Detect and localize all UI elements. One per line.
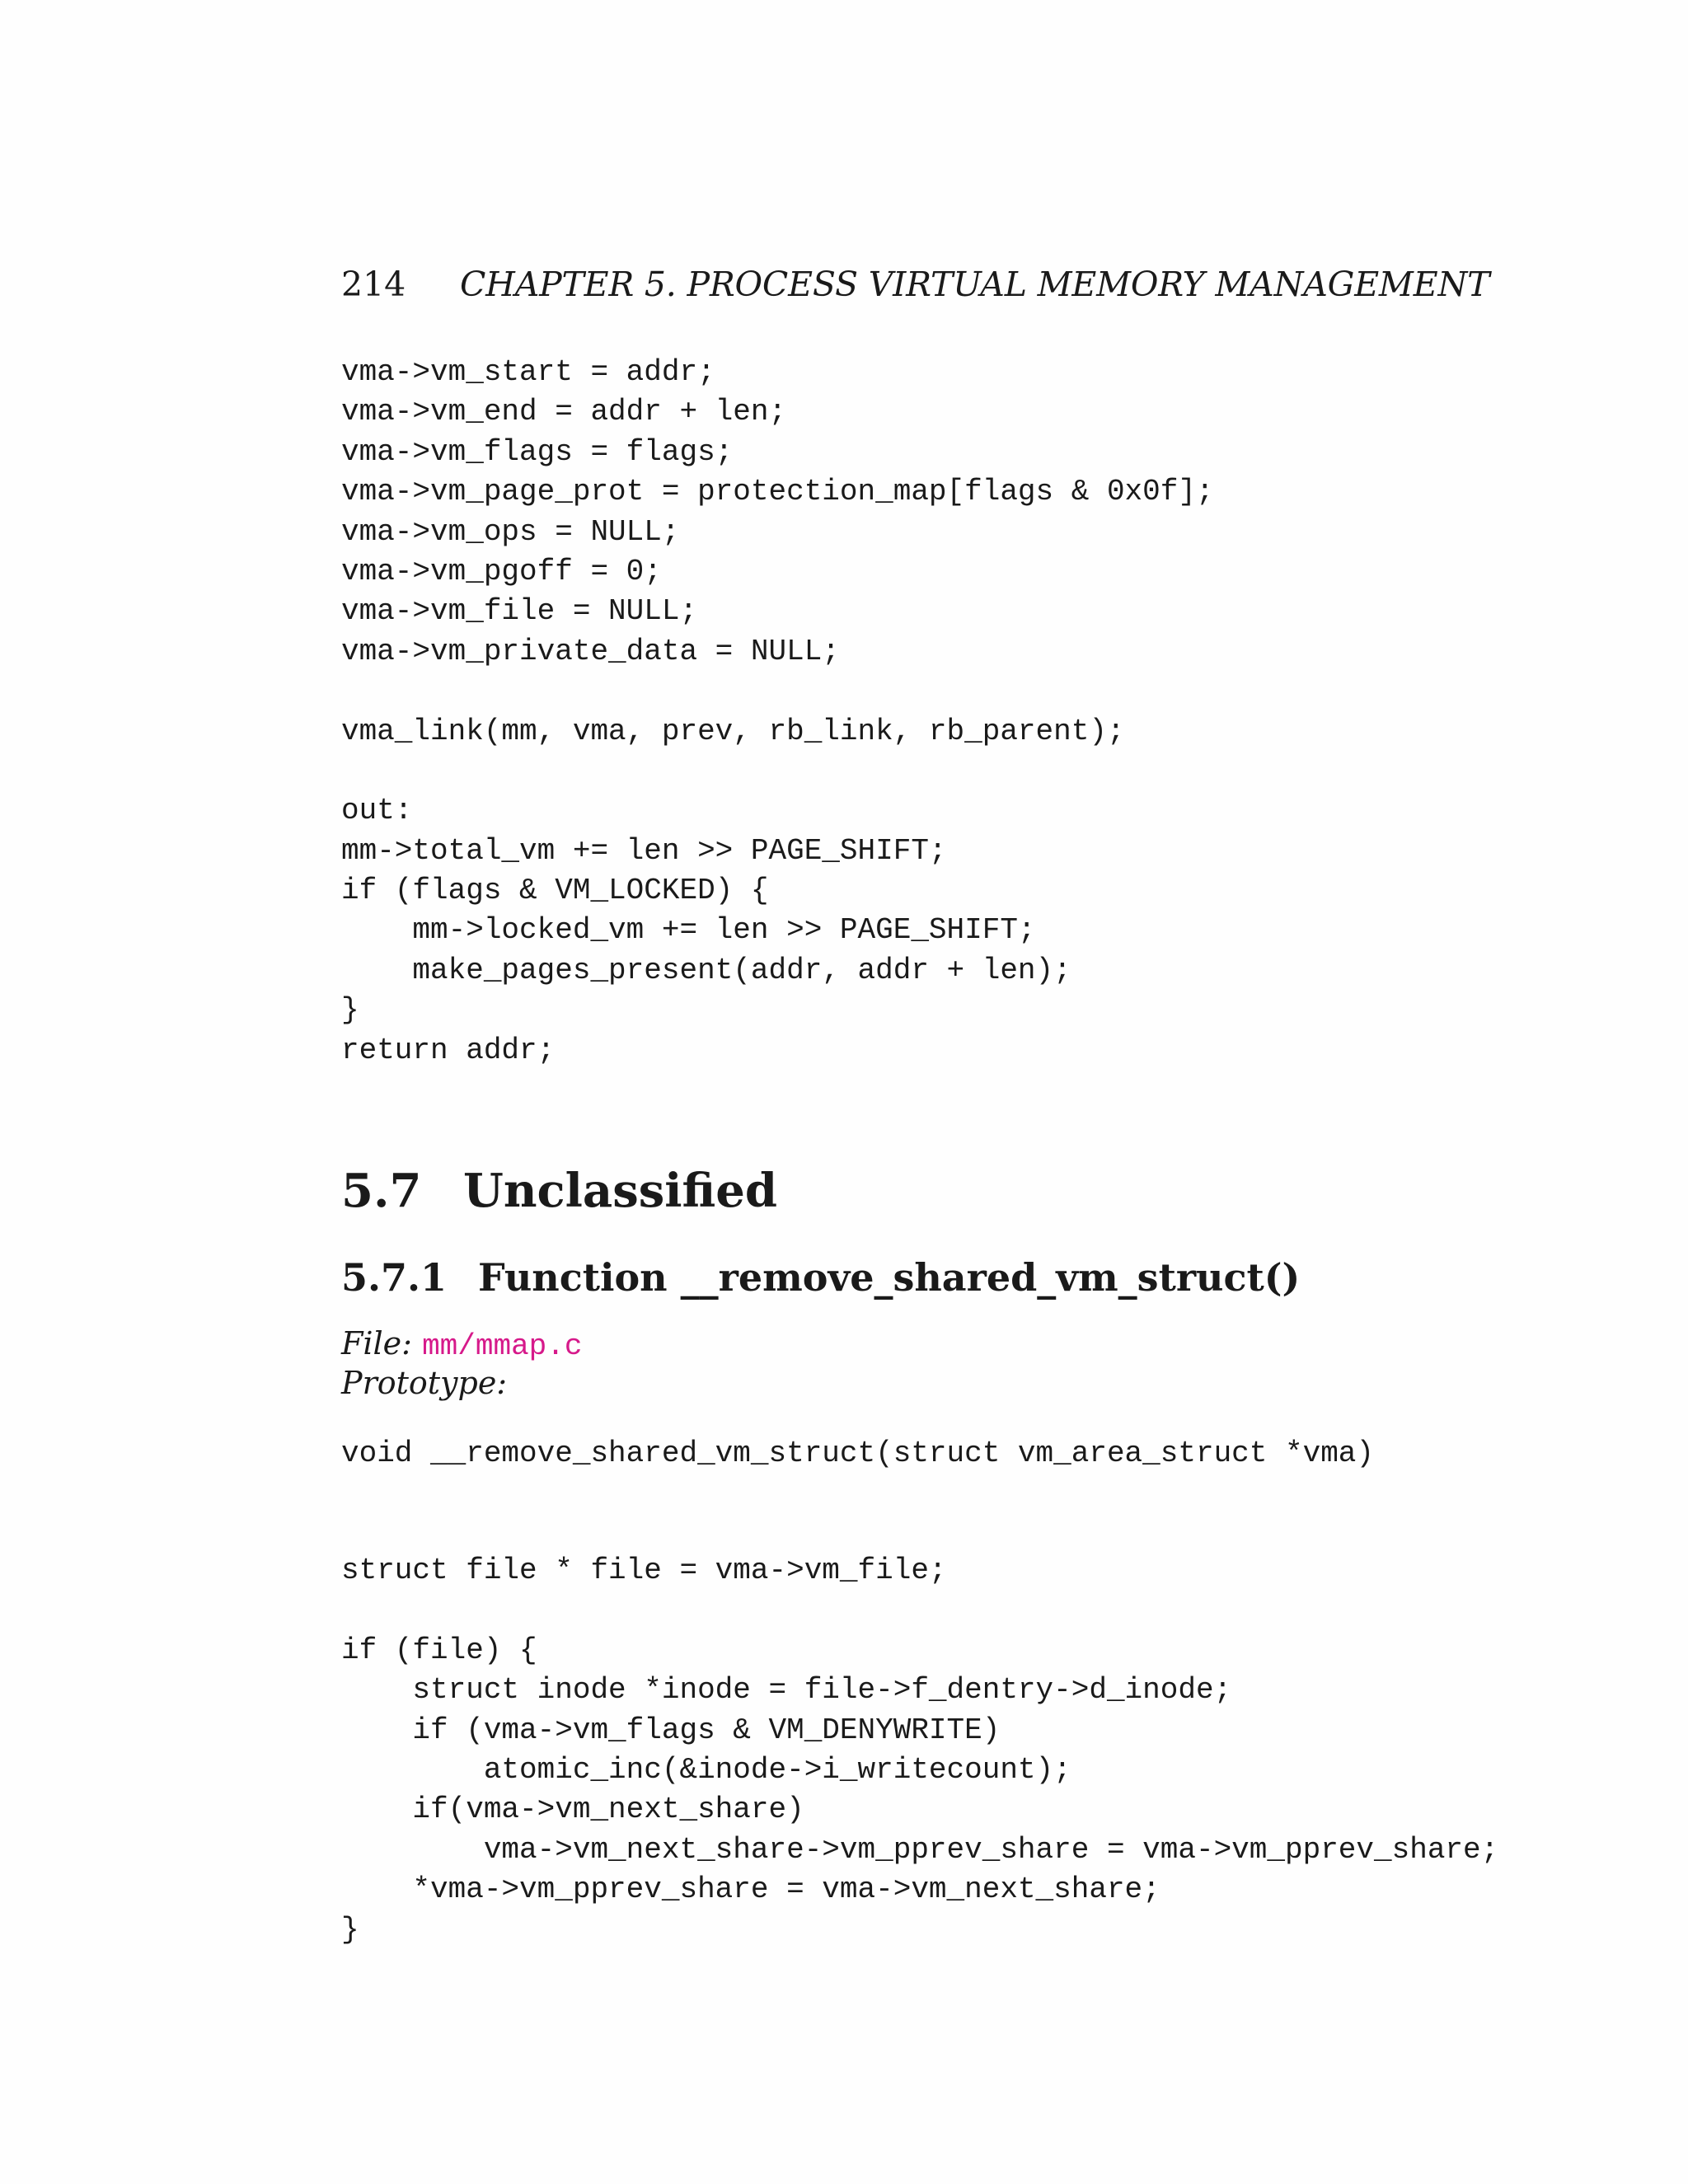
code-line: atomic_inc(&inode->i_writecount);	[341, 1752, 1071, 1787]
subsection-title: Function __remove_shared_vm_struct()	[478, 1255, 1301, 1300]
code-line: mm->locked_vm += len >> PAGE_SHIFT;	[341, 913, 1036, 948]
subsection-number: 5.7.1	[341, 1255, 448, 1300]
code-line: if(vma->vm_next_share)	[341, 1793, 804, 1827]
code-line: struct file * file = vma->vm_file;	[341, 1554, 947, 1587]
prototype-label: Prototype:	[341, 1365, 508, 1401]
code-block-vma-setup	[341, 353, 1214, 1071]
code-line: vma->vm_next_share->vm_pprev_share = vma->vm_pprev_share;	[341, 1832, 1499, 1867]
code-line: vma->vm_file = NULL;	[341, 594, 698, 629]
file-label: File:	[341, 1325, 412, 1361]
code-line: vma->vm_start = addr;	[341, 355, 715, 389]
code-line: }	[341, 1912, 359, 1947]
code-line: mm->total_vm += len >> PAGE_SHIFT;	[341, 833, 947, 868]
code-line: if (file) {	[341, 1633, 537, 1667]
code-line: vma->vm_private_data = NULL;	[341, 634, 840, 668]
code-line: vma->vm_pgoff = 0;	[341, 554, 662, 588]
code-line: vma->vm_end = addr + len;	[341, 395, 787, 429]
code-line: struct inode *inode = file->f_dentry->d_inode;	[341, 1673, 1232, 1708]
code-line: vma->vm_ops = NULL;	[341, 514, 680, 549]
code-line: return addr;	[341, 1033, 556, 1067]
code-line: vma->vm_flags = flags;	[341, 434, 734, 469]
running-header	[341, 262, 1490, 307]
file-line	[341, 1324, 583, 1366]
subsection-heading	[341, 1253, 1300, 1302]
code-line: vma->vm_page_prot = protection_map[flags & 0x0f];	[341, 475, 1214, 509]
page-number: 214	[341, 265, 406, 304]
code-line: vma_link(mm, vma, prev, rb_link, rb_parent);	[341, 714, 1125, 748]
code-line: void __remove_shared_vm_struct(struct vm_area_struct *vma)	[341, 1436, 1375, 1470]
file-path-link[interactable]: mm/mmap.c	[422, 1329, 583, 1363]
code-line: out:	[341, 794, 413, 828]
section-heading	[341, 1162, 777, 1220]
code-line	[341, 1591, 1498, 1630]
code-line: make_pages_present(addr, addr + len);	[341, 953, 1071, 987]
code-line: }	[341, 993, 359, 1028]
code-block-function-body	[341, 1551, 1498, 1950]
section-number: 5.7	[341, 1164, 422, 1218]
code-line: if (vma->vm_flags & VM_DENYWRITE)	[341, 1713, 1001, 1747]
prototype-line	[341, 1363, 507, 1403]
code-line: *vma->vm_pprev_share = vma->vm_next_share;	[341, 1872, 1160, 1907]
chapter-title: CHAPTER 5. PROCESS VIRTUAL MEMORY MANAGEMENT	[460, 265, 1490, 304]
code-line	[341, 672, 1214, 711]
code-line: if (flags & VM_LOCKED) {	[341, 874, 769, 908]
prototype-code	[341, 1434, 1374, 1474]
section-title: Unclassified	[463, 1164, 778, 1218]
code-line	[341, 752, 1214, 791]
